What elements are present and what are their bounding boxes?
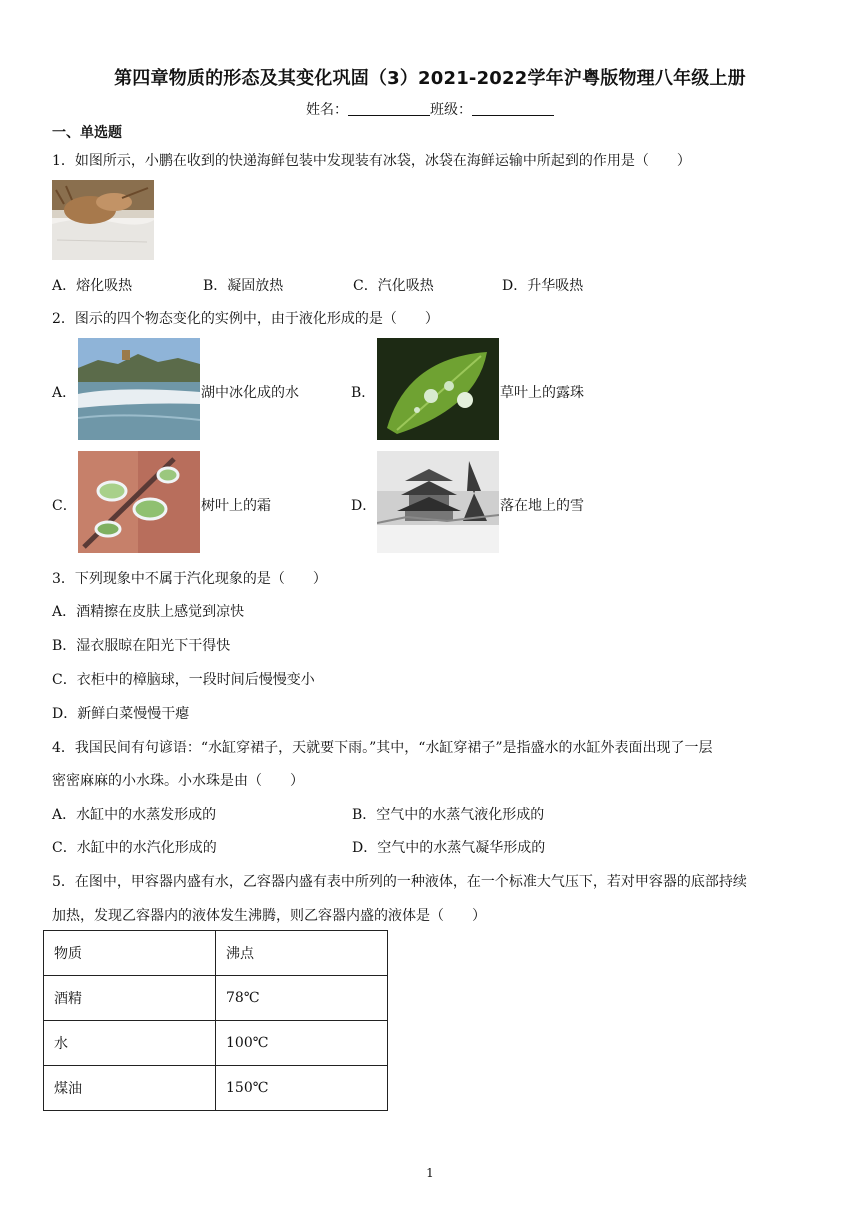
- q5-stem-line1: 5．在图中，甲容器内盛有水，乙容器内盛有表中所列的一种液体，在一个标准大气压下，若对甲容器的底部持续: [52, 874, 747, 890]
- table-cell-boiling-point: 150℃: [216, 1066, 388, 1111]
- table-row: [44, 931, 388, 976]
- table-header-substance: 物质: [44, 931, 216, 976]
- q4-stem-line2: 密密麻麻的小水珠。小水珠是由（ ）: [52, 773, 304, 789]
- q2-option-d-letter: D．: [351, 498, 377, 514]
- table-row: [44, 1066, 388, 1111]
- q2-lake-ice-image: [78, 338, 200, 440]
- q4-option-a[interactable]: A．水缸中的水蒸发形成的: [52, 807, 217, 823]
- q4-option-b[interactable]: B．空气中的水蒸气液化形成的: [352, 807, 545, 823]
- table-cell-boiling-point: 100℃: [216, 1021, 388, 1066]
- q1-seafood-ice-bag-image: [52, 180, 154, 260]
- table-row: [44, 1021, 388, 1066]
- name-blank[interactable]: [348, 101, 430, 116]
- q1-option-d[interactable]: D．升华吸热: [502, 278, 584, 294]
- q3-stem: 3．下列现象中不属于汽化现象的是（ ）: [52, 571, 327, 587]
- q2-option-d-caption: 落在地上的雪: [500, 498, 584, 514]
- q2-snow-temple-image: [377, 451, 499, 553]
- q2-option-b-letter: B．: [351, 385, 376, 401]
- q2-option-d[interactable]: [351, 495, 376, 515]
- q2-option-c-letter: C．: [52, 498, 77, 514]
- class-label: 班级：: [430, 102, 472, 118]
- section-heading: 一、单选题: [52, 125, 122, 141]
- table-cell-boiling-point: 78℃: [216, 976, 388, 1021]
- class-blank[interactable]: [472, 101, 554, 116]
- q1-option-b[interactable]: B．凝固放热: [203, 278, 284, 294]
- q2-option-b-caption: 草叶上的露珠: [500, 385, 584, 401]
- q2-option-b[interactable]: [351, 382, 375, 402]
- q2-dew-on-leaf-image: [377, 338, 499, 440]
- q2-stem: 2．图示的四个物态变化的实例中，由于液化形成的是（ ）: [52, 311, 439, 327]
- page-number: 1: [426, 1166, 434, 1180]
- table-cell-substance: 酒精: [44, 976, 216, 1021]
- q1-option-c[interactable]: C．汽化吸热: [353, 278, 434, 294]
- q1-stem: 1．如图所示，小鹏在收到的快递海鲜包装中发现装有冰袋，冰袋在海鲜运输中所起到的作用是（ ）: [52, 153, 691, 169]
- boiling-point-table: [43, 930, 388, 1111]
- page-title: 第四章物质的形态及其变化巩固（3）2021-2022学年沪粤版物理八年级上册: [114, 68, 746, 89]
- q3-option-c[interactable]: C．衣柜中的樟脑球，一段时间后慢慢变小: [52, 672, 315, 688]
- q3-option-d[interactable]: D．新鲜白菜慢慢干瘪: [52, 706, 190, 722]
- q4-option-c[interactable]: C．水缸中的水汽化形成的: [52, 840, 217, 856]
- name-label: 姓名：: [306, 102, 348, 118]
- q2-option-a-letter: A．: [52, 385, 77, 401]
- q3-option-b[interactable]: B．湿衣服晾在阳光下干得快: [52, 638, 231, 654]
- q2-option-a[interactable]: [52, 382, 76, 402]
- table-cell-substance: 煤油: [44, 1066, 216, 1111]
- q2-option-c[interactable]: [52, 495, 77, 515]
- q2-frost-on-leaves-image: [78, 451, 200, 553]
- q2-option-c-caption: 树叶上的霜: [201, 498, 271, 514]
- q2-option-a-caption: 湖中冰化成的水: [201, 385, 299, 401]
- q4-option-d[interactable]: D．空气中的水蒸气凝华形成的: [352, 840, 546, 856]
- q1-option-a[interactable]: A．熔化吸热: [52, 278, 133, 294]
- q4-stem-line1: 4．我国民间有句谚语：“水缸穿裙子，天就要下雨。”其中，“水缸穿裙子”是指盛水的水缸外表面出现了一层: [52, 740, 713, 756]
- q3-option-a[interactable]: A．酒精擦在皮肤上感觉到凉快: [52, 604, 245, 620]
- table-cell-substance: 水: [44, 1021, 216, 1066]
- q5-stem-line2: 加热，发现乙容器内的液体发生沸腾，则乙容器内盛的液体是（ ）: [52, 908, 486, 924]
- table-row: [44, 976, 388, 1021]
- table-header-boiling-point: 沸点: [216, 931, 388, 976]
- name-class-bar: [0, 99, 860, 119]
